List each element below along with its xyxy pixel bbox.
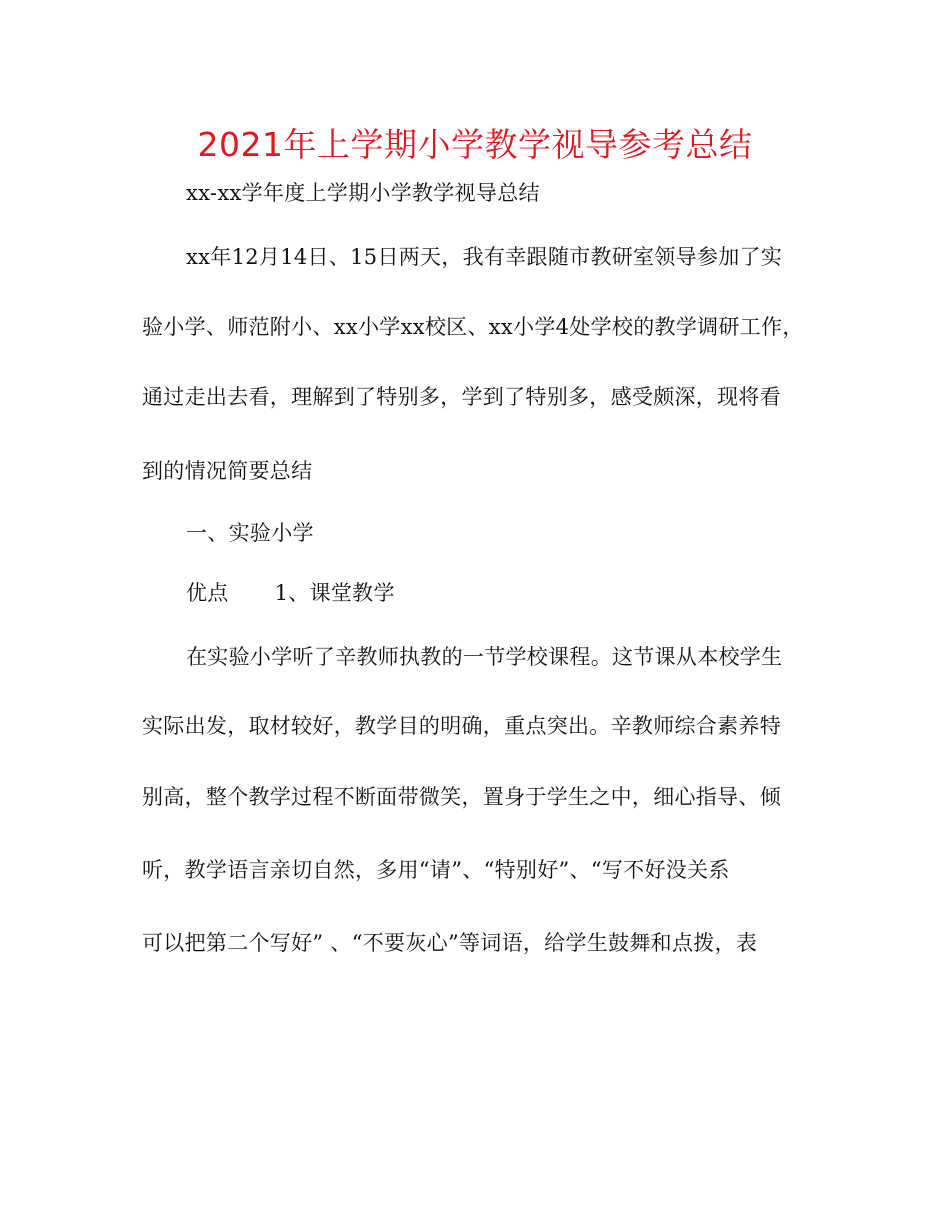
paragraph-line: 可以把第二个写好” 、“不要灰心”等词语，给学生鼓舞和点拨，表: [142, 931, 758, 955]
paragraph-line: 别高，整个教学过程不断面带微笑，置身于学生之中，细心指导、倾: [142, 785, 781, 809]
paragraph-line: 实际出发，取材较好，教学目的明确，重点突出。辛教师综合素养特: [142, 714, 781, 738]
paragraph-line: 听，教学语言亲切自然，多用“请”、“特别好”、“写不好没关系: [142, 858, 730, 882]
paragraph-line: 通过走出去看，理解到了特别多，学到了特别多，感受颇深，现将看: [142, 385, 781, 409]
paragraph-line: xx年12月14日、15日两天，我有幸跟随市教研室领导参加了实: [186, 245, 783, 269]
section-heading: 一、实验小学: [186, 521, 314, 545]
paragraph-line: 到的情况简要总结: [142, 459, 313, 483]
item-line: [186, 578, 395, 608]
item-label: 优点: [186, 581, 229, 605]
paragraph-line: 在实验小学听了辛教师执教的一节学校课程。这节课从本校学生: [186, 645, 783, 669]
document-title: 2021年上学期小学教学视导参考总结: [197, 125, 753, 164]
paragraph-line: 验小学、师范附小、xx小学xx校区、xx小学4处学校的教学调研工作，: [142, 315, 804, 339]
item-text: 1、课堂教学: [274, 581, 395, 605]
subtitle-line: xx-xx学年度上学期小学教学视导总结: [186, 181, 540, 205]
